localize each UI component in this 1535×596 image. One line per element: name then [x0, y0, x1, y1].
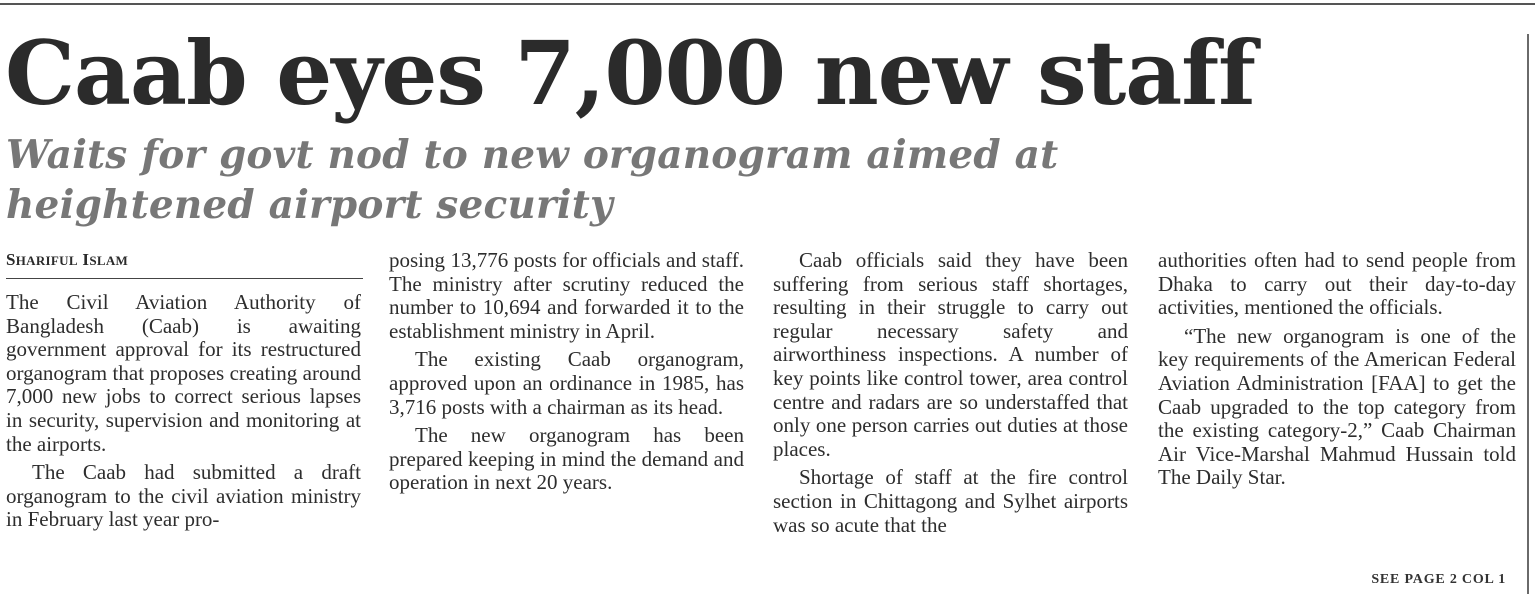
article-column-2 — [389, 249, 744, 495]
article-column-1 — [6, 246, 361, 532]
paragraph-6: Shortage of staff at the fire control section in Chittagong and Sylhet airports was so acute that the — [773, 465, 1128, 537]
byline-rule — [6, 278, 363, 279]
byline: SHARIFUL ISLAM — [6, 250, 129, 269]
paragraph-2: The Caab had submitted a draft organogram to the civil aviation ministry in February last year pro- — [6, 460, 361, 532]
continued-on-page-link: SEE PAGE 2 COL 1 — [1371, 572, 1506, 587]
paragraph-7: “The new organogram is one of the key requirements of the American Federal Aviation Administration [FAA] to get the Caab upgraded to the top category from the existing category-2,” Caab Chairman Air Vice-Marshal Mahmud Hussain told The Daily Star. — [1158, 323, 1516, 490]
subheadline: Waits for govt nod to new organogram aimed at heightened airport security — [6, 132, 1059, 228]
top-rule — [0, 3, 1535, 5]
column-rule — [1527, 34, 1529, 594]
headline: Caab eyes 7,000 new staff — [5, 21, 1256, 125]
paragraph-6-continued: authorities often had to send people from Dhaka to carry out their day-to-day activities, mentioned the officials. — [1158, 248, 1516, 320]
paragraph-5: Caab officials said they have been suffering from serious staff shortages, resulting in their struggle to carry out regular necessary safety and airworthiness inspections. A number of key points like control tower, area control centre and radars are so understaffed that only one person carries out duties at those places. — [773, 248, 1128, 461]
article-column-3 — [773, 249, 1128, 537]
paragraph-3: The existing Caab organogram, approved upon an ordinance in 1985, has 3,716 posts with a chairman as its head. — [389, 347, 744, 419]
article-column-4 — [1158, 249, 1516, 490]
paragraph-2-continued: posing 13,776 posts for officials and staff. The ministry after scrutiny reduced the number to 10,694 and forwarded it to the establishment ministry in April. — [389, 248, 744, 343]
paragraph-4: The new organogram has been prepared keeping in mind the demand and operation in next 20 years. — [389, 423, 744, 495]
paragraph-1: The Civil Aviation Authority of Bangladesh (Caab) is awaiting government approval for its restructured organogram that proposes creating around 7,000 new jobs to correct serious lapses in security, supervision and monitoring at the airports. — [6, 290, 361, 456]
